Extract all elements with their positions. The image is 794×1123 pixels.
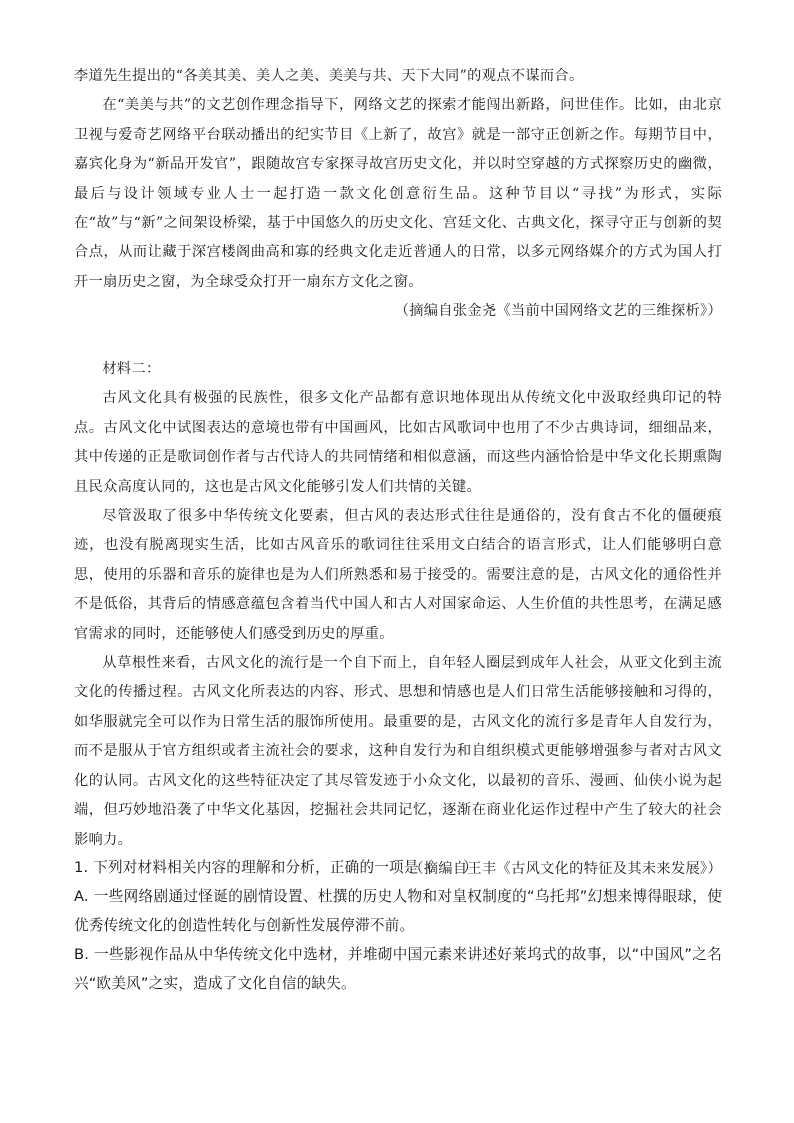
material-2-paragraph-1: 古风文化具有极强的民族性，很多文化产品都有意识地体现出从传统文化中汲取经典印记的特点。古风文化中试图表达的意境也带有中国画风，比如古风歌词中也用了不少古典诗词，细细品来，其中传递的正是歌词创作者与古代诗人的共同情绪和相似意涵，而这些内涵恰恰是中华文化长期熏陶且民众高度认同的，这也是古风文化能够引发人们共情的关键。: [74, 390, 722, 495]
option-a: A. 一些网络剧通过怪诞的剧情设置、杜撰的历史人物和对皇权制度的“乌托邦”幻想来博得眼球，使优秀传统文化的创造性转化与创新性发展停滞不前。: [74, 888, 722, 934]
question-1: [74, 853, 722, 998]
material-1-source: （摘编自张金尧《当前中国网络文艺的三维探析》）: [394, 303, 722, 320]
question-stem: 1. 下列对材料相关内容的理解和分析，正确的一项是（ ）: [74, 859, 478, 876]
material-1-section: [74, 62, 722, 327]
material-1-paragraph-2: 在“美美与共”的文艺创作理念指导下，网络文艺的探索才能闯出新路，问世佳作。比如，由北京卫视与爱奇艺网络平台联动播出的纪实节目《上新了，故宫》就是一部守正创新之作。每期节目中，嘉宾化身为“新品开发官”，跟随故宫专家探寻故宫历史文化，并以时空穿越的方式探察历史的幽微，最后与设计领域专业人士一起打造一款文化创意衍生品。这种节目以“寻找”为形式，实际在“故”与“新”之间架设桥梁，基于中国悠久的历史文化、宫廷文化、古典文化，探寻守正与创新的契合点，从而让藏于深宫楼阁曲高和寡的经典文化走近普通人的日常，以多元网络媒介的方式为国人打开一扇历史之窗，为全球受众打开一扇东方文化之窗。: [74, 97, 722, 290]
material-2-source: （摘编自王丰《古风文化的特征及其未来发展》）: [409, 860, 722, 877]
material-2-heading: 材料二：: [102, 361, 161, 377]
material-2-paragraph-2: 尽管汲取了很多中华传统文化要素，但古风的表达形式往往是通俗的，没有食古不化的僵硬痕迹，也没有脱离现实生活，比如古风音乐的歌词往往采用文白结合的语言形式，让人们能够明白意思，使用的乐器和音乐的旋律也是为人们所熟悉和易于接受的。需要注意的是，古风文化的通俗性并不是低俗，其背后的情感意蕴包含着当代中国人和古人对国家命运、人生价值的共性思考，在满足感官需求的同时，还能够使人们感受到历史的厚重。: [74, 508, 722, 642]
option-b: B. 一些影视作品从中华传统文化中选材，并堆砌中国元素来讲述好莱坞式的故事，以“中国风”之名兴“欧美风”之实，造成了文化自信的缺失。: [74, 946, 722, 992]
material-2-section: [74, 355, 722, 884]
material-2-paragraph-3: 从草根性来看，古风文化的流行是一个自下而上，自年轻人圈层到成年人社会，从亚文化到主流文化的传播过程。古风文化所表达的内容、形式、思想和情感也是人们日常生活能够接触和习得的，如华服就完全可以作为日常生活的服饰所使用。最重要的是，古风文化的流行多是青年人自发行为，而不是服从于官方组织或者主流社会的要求，这种自发行为和自组织模式更能够增强参与者对古风文化的认同。古风文化的这些特征决定了其尽管发迹于小众文化，以最初的音乐、漫画、仙侠小说为起端，但巧妙地沿袭了中华文化基因，挖掘社会共同记忆，逐渐在商业化运作过程中产生了较大的社会影响力。: [74, 655, 722, 848]
material-1-continued-paragraph: 李道先生提出的“各美其美、美人之美、美美与共、天下大同”的观点不谋而合。: [74, 68, 584, 84]
